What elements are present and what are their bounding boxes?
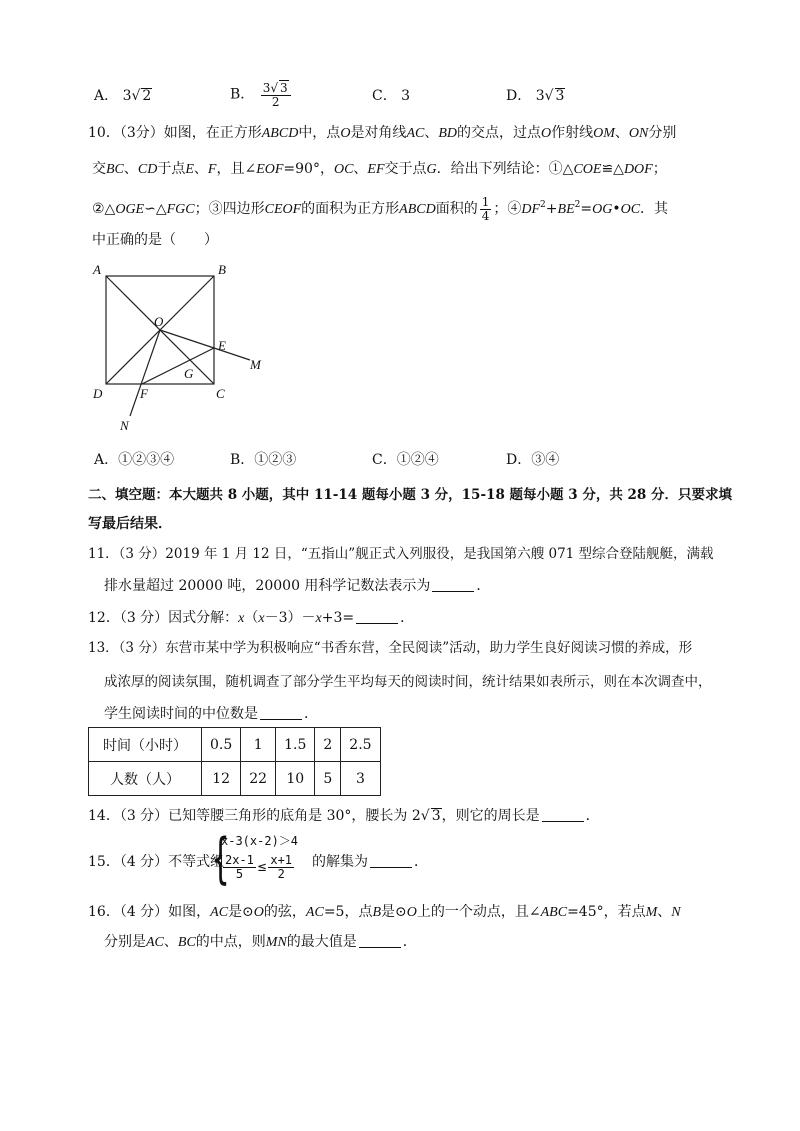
math-var: EF [367,162,385,177]
math-var: BC [106,162,124,177]
math-var: OC [333,162,354,177]
fraction-numerator: 2x-1 [225,853,254,867]
reading-time-table [88,727,381,796]
option-text: D．③④ [506,452,560,468]
table-row [89,762,381,796]
radicand: 3 [555,88,565,104]
option-value: 3 [401,88,411,104]
text: 学生阅读时间的中位数是 [104,706,258,722]
label-c: C [216,386,225,401]
text: ．给出下列结论：①△ [436,161,574,177]
math-var: BD [438,126,457,141]
option-label: D． [506,88,532,104]
math-var: ON [628,126,649,141]
q10-line-2 [92,159,667,180]
table-row [89,728,381,762]
math-var: ABCD [399,202,436,217]
text: 、 [614,125,629,141]
fraction-numerator: 1 [481,194,490,209]
math-var: E [185,162,194,177]
q16-line-1 [88,902,681,923]
text: 、 [123,161,138,177]
q10-option-d [506,450,559,470]
math-var: AC [406,126,425,141]
label-n: N [120,418,129,433]
math-var: B [372,905,382,920]
question-score: （3分） [119,125,164,141]
q13-line-3 [104,704,318,724]
text: 成浓厚的阅读氛围，随机调查了部分学生平均每天的阅读时间，统计结果如表所示，则在本次调查中， [104,674,712,690]
text: = [580,201,593,217]
q10-line-1 [88,123,676,144]
option-value: 3 [122,88,132,104]
option-label: A． [94,88,119,104]
text: 分别是 [104,934,146,950]
text: 面积的 [435,201,478,217]
text: 作射线 [551,125,594,141]
answer-blank[interactable] [370,853,412,868]
table-cell: 5 [315,762,341,796]
label-o: O [154,314,164,329]
table-cell: 22 [241,762,276,796]
table-cell: 1 [241,728,276,762]
math-var: N [671,905,681,920]
q10-option-c [372,450,439,470]
text: 的弦， [263,904,306,920]
relation-sign: ≤ [257,859,267,875]
q9-option-a [94,86,152,106]
section-heading-line-1 [88,485,732,505]
radical-sign: √ [420,808,430,824]
fraction-numerator [261,80,291,96]
inequality-1: x-3(x-2)＞4 [221,834,299,848]
superscript: 2 [574,200,581,210]
text: 的最大值是 [286,934,357,950]
text: 、 [657,904,672,920]
table-cell: 0.5 [202,728,241,762]
math-var: x [238,611,245,626]
ray-om [160,330,250,360]
text: 交于点 [384,161,427,177]
label-d: D [93,386,103,401]
text: =90°， [283,161,334,177]
radical-sign: √ [270,81,279,95]
math-var: ABC [540,905,568,920]
text: 、 [424,125,439,141]
text: 排水量超过 20000 吨，20000 用科学记数法表示为 [104,578,431,594]
text: =45°，若点 [567,904,646,920]
q15-suffix [312,852,428,872]
math-var: x [315,611,322,626]
fraction-denominator: 2 [271,95,280,109]
math-var: MN [265,935,287,950]
text: 、 [353,161,368,177]
fraction [268,854,294,881]
table-header-cell: 时间（小时） [89,728,202,762]
math-var: O [541,126,552,141]
text: 11．（3 分）2019 年 1 月 12 日，“五指山”舰正式入列服役，是我国第六艘 071 型综合登陆舰艇，满载 [88,546,714,562]
section-heading-line-2 [88,514,172,534]
fraction-denominator: 2 [277,867,285,881]
answer-blank[interactable] [359,933,401,948]
math-var: AC [305,905,324,920]
fraction [480,196,492,223]
superscript: 2 [540,200,546,210]
answer-blank[interactable] [356,609,398,624]
fraction-denominator: 4 [481,208,490,223]
question-number: 10． [88,125,120,141]
math-var: O [253,905,264,920]
text: ，且∠ [216,161,257,177]
segment-ef [142,348,214,384]
text: 16．（4 分）如图， [88,904,211,920]
text: ≌△ [601,161,624,177]
option-text: C．①②④ [372,452,439,468]
q10-line-3 [92,191,668,224]
text: ． [304,706,318,722]
text: + [545,201,558,217]
q9-option-b [230,80,293,109]
text: 15．（4 分）不等式组 [88,854,225,870]
q11-line-1 [88,544,714,564]
option-text: A．①②③④ [94,452,175,468]
fraction [261,80,291,109]
option-label: C． [372,88,397,104]
math-var: BE [557,202,575,217]
q16-line-2 [104,932,417,953]
radical-sign: √ [544,88,554,104]
fraction-denominator: 5 [235,867,244,881]
math-var: AC [146,935,164,950]
option-label: B． [230,86,255,103]
q9-option-c [372,86,410,106]
fraction [223,854,256,881]
answer-blank[interactable] [542,807,584,822]
fraction-numerator: x+1 [270,853,293,867]
text: =5，点 [323,904,373,920]
table-cell: 3 [341,762,380,796]
q11-line-2 [104,576,490,596]
math-var: G [426,162,437,177]
inequality-2 [221,854,296,881]
text: ．其 [640,201,669,217]
math-var: CEOF [264,202,302,217]
text: ． [402,934,417,950]
text: 交 [92,161,106,177]
ray-on [130,330,160,416]
text: +3= [321,610,355,626]
math-var: OM [593,126,615,141]
q14-line [88,806,600,826]
text: ∽△ [144,201,167,217]
label-f: F [140,386,148,401]
q13-line-1 [88,638,692,658]
math-var: FGC [166,202,195,217]
option-text: B．①②③ [230,452,297,468]
text: ． [400,610,415,626]
label-e: E [218,338,226,353]
table-cell: 1.5 [276,728,315,762]
q10-option-a [94,450,174,470]
math-var: COE [573,162,602,177]
text: （ [244,610,259,626]
text: 于点 [157,161,186,177]
text: 中，点 [298,125,341,141]
math-var: EOF [256,162,284,177]
math-var: DF [521,202,541,217]
text: 的解集为 [312,854,368,870]
table-cell: 2.5 [341,728,380,762]
text: ，则它的周长是 [441,808,540,824]
math-var: DOF [623,162,653,177]
text: ． [476,578,491,594]
text: 的交点，过点 [457,125,541,141]
radical-sign: √ [131,88,141,104]
q9-option-d [506,86,565,106]
radicand: 3 [280,81,288,95]
math-var: AC [210,905,229,920]
text: 12．（3 分）因式分解： [88,610,239,626]
table-cell: 2 [315,728,341,762]
q15-prefix [88,852,224,872]
text: ；④ [493,201,522,217]
text: ； [652,161,667,177]
answer-blank[interactable] [260,705,302,720]
text: 是对角线 [350,125,407,141]
text: 上的一个动点，且∠ [416,904,541,920]
text: 如图，在正方形 [163,125,262,141]
q10-option-b [230,450,296,470]
text: 13．（3 分）东营市某中学为积极响应“书香东营，全民阅读”活动，助力学生良好阅读习惯的养成，形 [88,640,693,656]
math-var: BC [177,935,196,950]
label-b: B [218,262,226,277]
math-var: M [645,905,658,920]
brace-icon: { [211,827,230,890]
table-cell: 12 [202,762,241,796]
text: 中正确的是（ ） [92,232,218,248]
q13-line-2 [104,672,712,692]
math-var: OGE [115,202,145,217]
text: 是⊙ [381,904,407,920]
math-var: O [340,126,351,141]
label-m: M [250,357,261,372]
math-var: OC [620,202,641,217]
text: 二、填空题：本大题共 8 小题，其中 11-14 题每小题 3 分，15-18 题每小题 3 分，共 28 分．只要求填 [88,487,733,503]
math-var: OG [592,202,613,217]
math-var: F [207,162,217,177]
radicand: 3 [431,808,441,824]
label-g: G [184,366,194,381]
math-var: ABCD [261,126,299,141]
text: ；③四边形 [194,201,265,217]
math-var: CD [137,162,158,177]
q10-line-4 [92,230,218,250]
text: 14．（3 分）已知等腰三角形的底角是 30°，腰长为 2 [88,808,421,824]
label-a: A [93,262,101,277]
answer-blank[interactable] [432,577,474,592]
option-value: 3 [535,88,545,104]
numerator-coef: 3 [262,81,271,95]
text: ． [414,854,428,870]
text: 、 [163,934,178,950]
radicand: 2 [142,88,152,104]
text: －3）－ [264,610,316,626]
text: 写最后结果． [88,516,172,532]
text: ②△ [92,201,116,217]
q12-line [88,608,414,629]
text: 的面积为正方形 [301,201,400,217]
text: 是⊙ [228,904,254,920]
text: 的中点，则 [195,934,266,950]
table-cell: 10 [276,762,315,796]
text: • [612,201,621,217]
text: ． [585,808,600,824]
text: 分别 [648,125,677,141]
math-var: O [406,905,417,920]
text: 、 [193,161,208,177]
table-header-cell: 人数（人） [89,762,202,796]
square-figure [90,260,280,435]
math-var: x [258,611,265,626]
